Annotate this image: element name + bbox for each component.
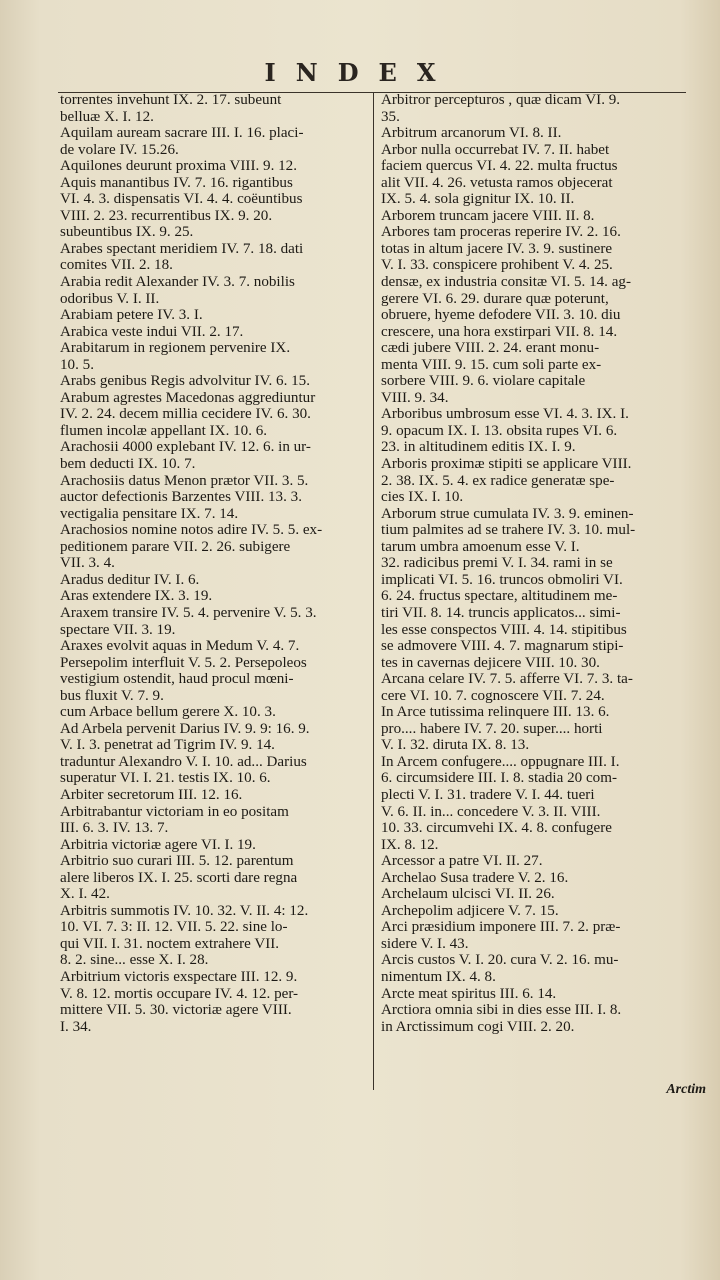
index-line: Arcis custos V. I. 20. cura V. 2. 16. mu-: [381, 952, 619, 969]
index-line: V. 8. 12. mortis occupare IV. 4. 12. per-: [60, 985, 299, 1002]
index-line: Arborem truncam jacere VIII. II. 8.: [381, 207, 595, 224]
index-line: peditionem parare VII. 2. 26. subigere: [60, 538, 291, 555]
index-line: Arborum strue cumulata IV. 3. 9. eminen-: [381, 505, 634, 522]
index-line: Archepolim adjicere V. 7. 15.: [381, 902, 559, 919]
index-line: Arci præsidium imponere III. 7. 2. præ-: [381, 919, 621, 936]
index-line: obruere, hyeme defodere VII. 3. 10. diu: [381, 307, 621, 324]
index-line: 10. VI. 7. 3: II. 12. VII. 5. 22. sine lo-: [60, 919, 288, 936]
index-line: auctor defectionis Barzentes VIII. 13. 3.: [60, 489, 302, 506]
index-line: Arboribus umbrosum esse VI. 4. 3. IX. I.: [381, 406, 629, 423]
index-line: V. I. 33. conspicere prohibent V. 4. 25.: [381, 257, 613, 274]
index-line: bus fluxit V. 7. 9.: [60, 687, 164, 704]
index-line: cies IX. I. 10.: [381, 489, 464, 506]
index-line: Archelao Susa tradere V. 2. 16.: [381, 869, 569, 886]
index-line: cædi jubere VIII. 2. 24. erant monu-: [381, 340, 600, 357]
index-line: implicati VI. 5. 16. truncos obmoliri VI.: [381, 571, 623, 588]
index-line: plecti V. I. 31. tradere V. I. 44. tueri: [381, 786, 595, 803]
index-line: 6. circumsidere III. I. 8. stadia 20 com-: [381, 770, 617, 787]
index-line: 10. 33. circumvehi IX. 4. 8. confugere: [381, 820, 612, 837]
index-line: X. I. 42.: [60, 886, 110, 903]
index-line: 8. 2. sine... esse X. I. 28.: [60, 952, 209, 969]
index-line: Arabica veste indui VII. 2. 17.: [60, 323, 244, 340]
index-line: Arabum agrestes Macedonas aggrediuntur: [60, 389, 316, 406]
index-line: bem deducti IX. 10. 7.: [60, 456, 196, 473]
index-line: faciem quercus VI. 4. 22. multa fructus: [381, 158, 618, 175]
index-line: Aras extendere IX. 3. 19.: [60, 588, 213, 605]
index-line: Araxes evolvit aquas in Medum V. 4. 7.: [60, 638, 300, 655]
index-line: tarum umbra amoenum esse V. I.: [381, 538, 580, 555]
index-line: VI. 4. 3. dispensatis VI. 4. 4. coëuntibus: [60, 191, 303, 208]
index-line: Aquilones deurunt proxima VIII. 9. 12.: [60, 158, 297, 175]
index-line: IX. 5. 4. sola gignitur IX. 10. II.: [381, 191, 575, 208]
index-line: Arabs genibus Regis advolvitur IV. 6. 15.: [60, 373, 311, 390]
index-line: in Arctissimum cogi VIII. 2. 20.: [381, 1018, 575, 1035]
index-line: cum Arbace bellum gerere X. 10. 3.: [60, 704, 276, 721]
index-line: IX. 8. 12.: [381, 836, 439, 853]
index-line: Araxem transire IV. 5. 4. pervenire V. 5. 3.: [60, 604, 317, 621]
index-line: IV. 2. 24. decem millia cecidere IV. 6. 30.: [60, 406, 311, 423]
index-line: Arbitrabantur victoriam in eo positam: [60, 803, 289, 820]
index-line: Arboris proximæ stipiti se applicare VIII.: [381, 456, 632, 473]
index-line: torrentes invehunt IX. 2. 17. subeunt: [60, 92, 282, 108]
index-line: Arbor nulla occurrebat IV. 7. II. habet: [381, 141, 610, 158]
index-line: tium palmites ad se trahere IV. 3. 10. mul-: [381, 522, 636, 539]
index-line: gerere VI. 6. 29. durare quæ poterunt,: [381, 290, 609, 307]
index-line: superatur VI. I. 21. testis IX. 10. 6.: [60, 770, 271, 787]
index-line: Arabia redit Alexander IV. 3. 7. nobilis: [60, 274, 295, 291]
index-line: flumen incolæ appellant IX. 10. 6.: [60, 422, 268, 439]
index-line: subeuntibus IX. 9. 25.: [60, 224, 194, 241]
index-line: tiri VII. 8. 14. truncis applicatos... simi-: [381, 604, 621, 621]
index-line: belluæ X. I. 12.: [60, 108, 154, 125]
index-line: Arbitria victoriæ agere VI. I. 19.: [60, 836, 256, 853]
index-line: crescere, una hora exstirpari VII. 8. 14.: [381, 323, 618, 340]
index-line: VII. 3. 4.: [60, 555, 115, 572]
index-line: 35.: [381, 108, 400, 125]
index-line: Arbitrum arcanorum VI. 8. II.: [381, 125, 562, 142]
index-line: VIII. 9. 34.: [381, 389, 449, 406]
index-line: Arbitrium victoris exspectare III. 12. 9.: [60, 968, 298, 985]
index-line: sidere V. I. 43.: [381, 935, 469, 952]
index-line: 6. 24. fructus spectare, altitudinem me-: [381, 588, 618, 605]
index-line: comites VII. 2. 18.: [60, 257, 173, 274]
index-line: les esse conspectos VIII. 4. 14. stipitibus: [381, 621, 627, 638]
index-line: Arbiter secretorum III. 12. 16.: [60, 786, 243, 803]
index-line: V. I. 32. diruta IX. 8. 13.: [381, 737, 530, 754]
index-line: Arabitarum in regionem pervenire IX.: [60, 340, 291, 357]
index-line: Arcana celare IV. 7. 5. afferre VI. 7. 3. ta-: [381, 671, 633, 688]
column-divider: [373, 92, 374, 1090]
index-line: Archelaum ulcisci VI. II. 26.: [381, 886, 555, 903]
index-line: Arabes spectant meridiem IV. 7. 18. dati: [60, 240, 304, 257]
index-line: pro.... habere IV. 7. 20. super.... horti: [381, 720, 603, 737]
index-line: se admovere VIII. 4. 7. magnarum stipi-: [381, 638, 624, 655]
index-line: sorbere VIII. 9. 6. violare capitale: [381, 373, 586, 390]
index-line: de volare IV. 15.26.: [60, 141, 179, 158]
index-line: Aradus deditur IV. I. 6.: [60, 571, 200, 588]
index-line: Ad Arbela pervenit Darius IV. 9. 9: 16. 9.: [60, 720, 310, 737]
index-line: Arbitrio suo curari III. 5. 12. parentum: [60, 853, 294, 870]
index-line: spectare VII. 3. 19.: [60, 621, 176, 638]
index-line: Arachosios nomine notos adire IV. 5. 5. ex-: [60, 522, 323, 539]
index-line: V. 6. II. in... concedere V. 3. II. VIII.: [381, 803, 601, 820]
index-line: traduntur Alexandro V. I. 10. ad... Darius: [60, 753, 307, 770]
index-line: Arctiora omnia sibi in dies esse III. I. 8.: [381, 1002, 622, 1019]
index-line: tes in cavernas dejicere VIII. 10. 30.: [381, 654, 600, 671]
index-line: 10. 5.: [60, 356, 94, 373]
index-line: odoribus V. I. II.: [60, 290, 160, 307]
index-line: Arcte meat spiritus III. 6. 14.: [381, 985, 557, 1002]
index-line: cere VI. 10. 7. cognoscere VII. 7. 24.: [381, 687, 605, 704]
index-line: In Arcem confugere.... oppugnare III. I.: [381, 753, 620, 770]
index-line: III. 6. 3. IV. 13. 7.: [60, 820, 169, 837]
index-line: 23. in altitudinem editis IX. I. 9.: [381, 439, 576, 456]
index-line: Arcessor a patre VI. II. 27.: [381, 853, 543, 870]
index-line: Arbitror percepturos , quæ dicam VI. 9.: [381, 92, 621, 108]
index-line: I. 34.: [60, 1018, 92, 1035]
index-line: totas in altum jacere IV. 3. 9. sustinere: [381, 240, 613, 257]
index-line: Arachosii 4000 explebant IV. 12. 6. in ur-: [60, 439, 311, 456]
catchword: Arctim: [666, 1082, 706, 1097]
index-column-left: [60, 92, 368, 1035]
index-line: Aquilam auream sacrare III. I. 16. placi-: [60, 125, 304, 142]
index-line: alere liberos IX. I. 25. scorti dare regna: [60, 869, 298, 886]
index-line: VIII. 2. 23. recurrentibus IX. 9. 20.: [60, 207, 273, 224]
index-line: 2. 38. IX. 5. 4. ex radice generatæ spe-: [381, 472, 615, 489]
index-line: nimentum IX. 4. 8.: [381, 968, 496, 985]
index-line: Arbores tam proceras reperire IV. 2. 16.: [381, 224, 621, 241]
index-line: qui VII. I. 31. noctem extrahere VII.: [60, 935, 280, 952]
index-line: Persepolim interfluit V. 5. 2. Persepoleos: [60, 654, 307, 671]
index-line: 32. radicibus premi V. I. 34. rami in se: [381, 555, 613, 572]
index-line: V. I. 3. penetrat ad Tigrim IV. 9. 14.: [60, 737, 275, 754]
index-line: vestigium ostendit, haud procul mœni-: [60, 671, 294, 688]
index-line: vectigalia pensitare IX. 7. 14.: [60, 505, 239, 522]
index-column-right: [381, 92, 686, 1035]
index-line: Arbitris summotis IV. 10. 32. V. II. 4: 12.: [60, 902, 309, 919]
index-line: mittere VII. 5. 30. victoriæ agere VIII.: [60, 1002, 292, 1019]
index-line: Arabiam petere IV. 3. I.: [60, 307, 203, 324]
index-line: 9. opacum IX. I. 13. obsita rupes VI. 6.: [381, 422, 618, 439]
index-line: densæ, ex industria consitæ VI. 5. 14. ag-: [381, 274, 631, 291]
index-line: menta VIII. 9. 15. cum soli parte ex-: [381, 356, 602, 373]
index-line: Aquis manantibus IV. 7. 16. rigantibus: [60, 174, 293, 191]
index-line: Arachosiis datus Menon prætor VII. 3. 5.: [60, 472, 309, 489]
index-line: alit VII. 4. 26. vetusta ramos objecerat: [381, 174, 613, 191]
index-line: In Arce tutissima relinquere III. 13. 6.: [381, 704, 610, 721]
page-header: INDEX: [264, 58, 456, 87]
